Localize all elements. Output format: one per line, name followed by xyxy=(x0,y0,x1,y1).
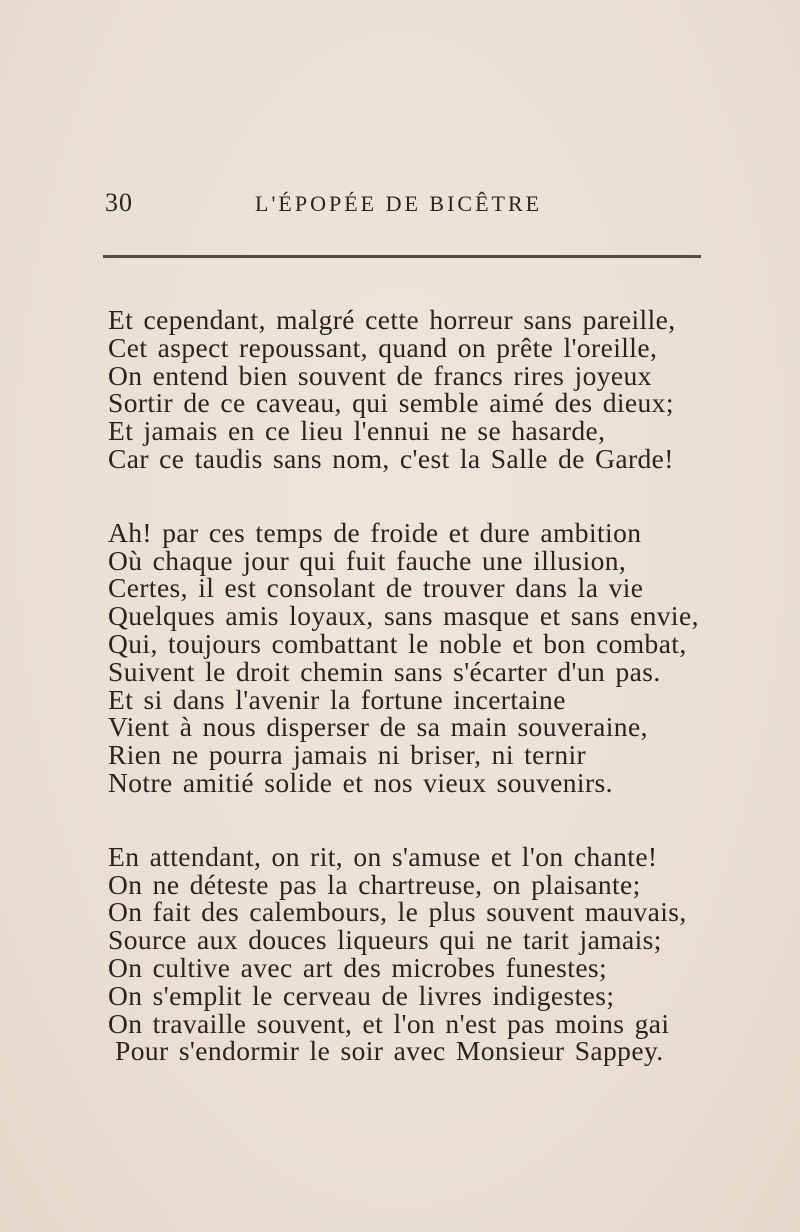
verse-line: Pour s'endormir le soir avec Monsieur Sappey. xyxy=(115,1035,664,1067)
page-number: 30 xyxy=(105,188,133,217)
stanza-1 xyxy=(108,306,718,473)
verse-line: Suivent le droit chemin sans s'écarter d'un pas. xyxy=(108,655,661,687)
verse-line: On travaille souvent, et l'on n'est pas moins gai xyxy=(108,1007,670,1039)
verse-line: On fait des calembours, le plus souvent mauvais, xyxy=(108,896,687,928)
verse-line: On cultive avec art des microbes funestes; xyxy=(108,951,608,983)
header-rule xyxy=(103,255,701,258)
verse-line: On entend bien souvent de francs rires joyeux xyxy=(108,359,652,391)
verse-line: Quelques amis loyaux, sans masque et sans envie, xyxy=(108,600,699,632)
verse-line: Et jamais en ce lieu l'ennui ne se hasarde, xyxy=(108,415,606,447)
verse-line: Ah! par ces temps de froide et dure ambition xyxy=(108,516,642,548)
verse-line: Notre amitié solide et nos vieux souvenirs. xyxy=(108,766,613,798)
verse-line: Vient à nous disperser de sa main souveraine, xyxy=(108,711,648,743)
verse-line: Cet aspect repoussant, quand on prête l'oreille, xyxy=(108,331,658,363)
verse-line: Car ce taudis sans nom, c'est la Salle de Garde! xyxy=(108,442,674,474)
verse-line: On ne déteste pas la chartreuse, on plaisante; xyxy=(108,868,641,900)
verse-line: Sortir de ce caveau, qui semble aimé des dieux; xyxy=(108,387,674,419)
stanza-3 xyxy=(108,840,718,1067)
verse-line: On s'emplit le cerveau de livres indigestes; xyxy=(108,979,615,1011)
verse-line: Et cependant, malgré cette horreur sans pareille, xyxy=(108,304,676,335)
verse-line: Qui, toujours combattant le noble et bon combat, xyxy=(108,627,687,659)
verse-line: Rien ne pourra jamais ni briser, ni ternir xyxy=(108,739,587,771)
stanza-2 xyxy=(108,516,718,798)
verse-line: Certes, il est consolant de trouver dans la vie xyxy=(108,572,644,604)
verse-line: Où chaque jour qui fuit fauche une illusion, xyxy=(108,544,627,576)
verse-line: Et si dans l'avenir la fortune incertaine xyxy=(108,683,566,715)
running-title: L'ÉPOPÉE DE BICÊTRE xyxy=(255,191,543,216)
verse-line: Source aux douces liqueurs qui ne tarit jamais; xyxy=(108,924,662,956)
poem xyxy=(108,306,718,1111)
verse-line: En attendant, on rit, on s'amuse et l'on chante! xyxy=(108,840,658,872)
page-header xyxy=(105,188,700,228)
